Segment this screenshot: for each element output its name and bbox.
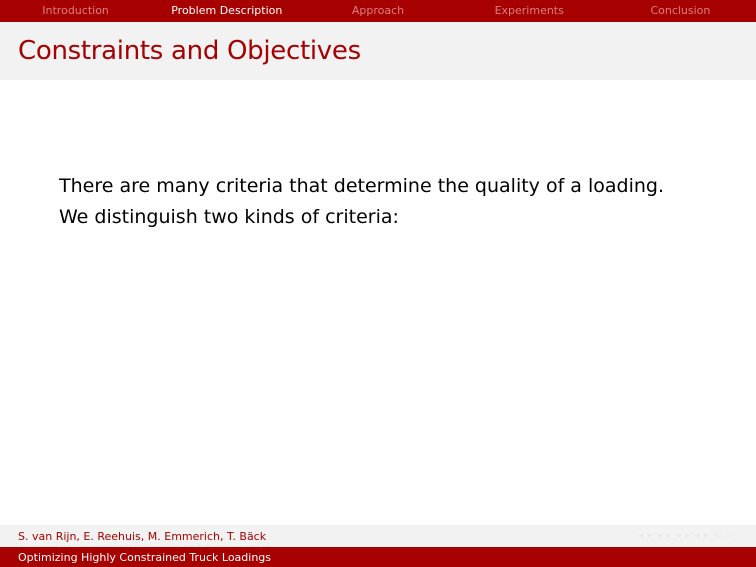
footer-authors: S. van Rijn, E. Reehuis, M. Emmerich, T. Bäck bbox=[18, 529, 267, 543]
body-paragraph: There are many criteria that determine the quality of a loading. bbox=[59, 175, 665, 197]
slide-title: Constraints and Objectives bbox=[18, 36, 361, 66]
nav-item-conclusion[interactable]: Conclusion bbox=[650, 4, 711, 17]
nav-item-problem-description[interactable]: Problem Description bbox=[171, 4, 283, 17]
slide-title-bar bbox=[0, 22, 756, 80]
nav-item-experiments[interactable]: Experiments bbox=[494, 4, 564, 17]
slide-body bbox=[59, 171, 739, 233]
body-paragraph: We distinguish two kinds of criteria: bbox=[59, 206, 399, 228]
nav-item-introduction[interactable]: Introduction bbox=[42, 4, 109, 17]
footer-authors-bar bbox=[0, 525, 756, 547]
section-navbar bbox=[0, 0, 756, 22]
footer-title-bar bbox=[0, 547, 756, 567]
slide-navigation-icons[interactable]: ◂ ▸ ◂ ▸ ◂ ▸ ◂ ▸ ⟲ ⌕ bbox=[638, 531, 732, 541]
footer-presentation-title: Optimizing Highly Constrained Truck Loadings bbox=[18, 550, 272, 564]
nav-item-approach[interactable]: Approach bbox=[351, 4, 405, 17]
